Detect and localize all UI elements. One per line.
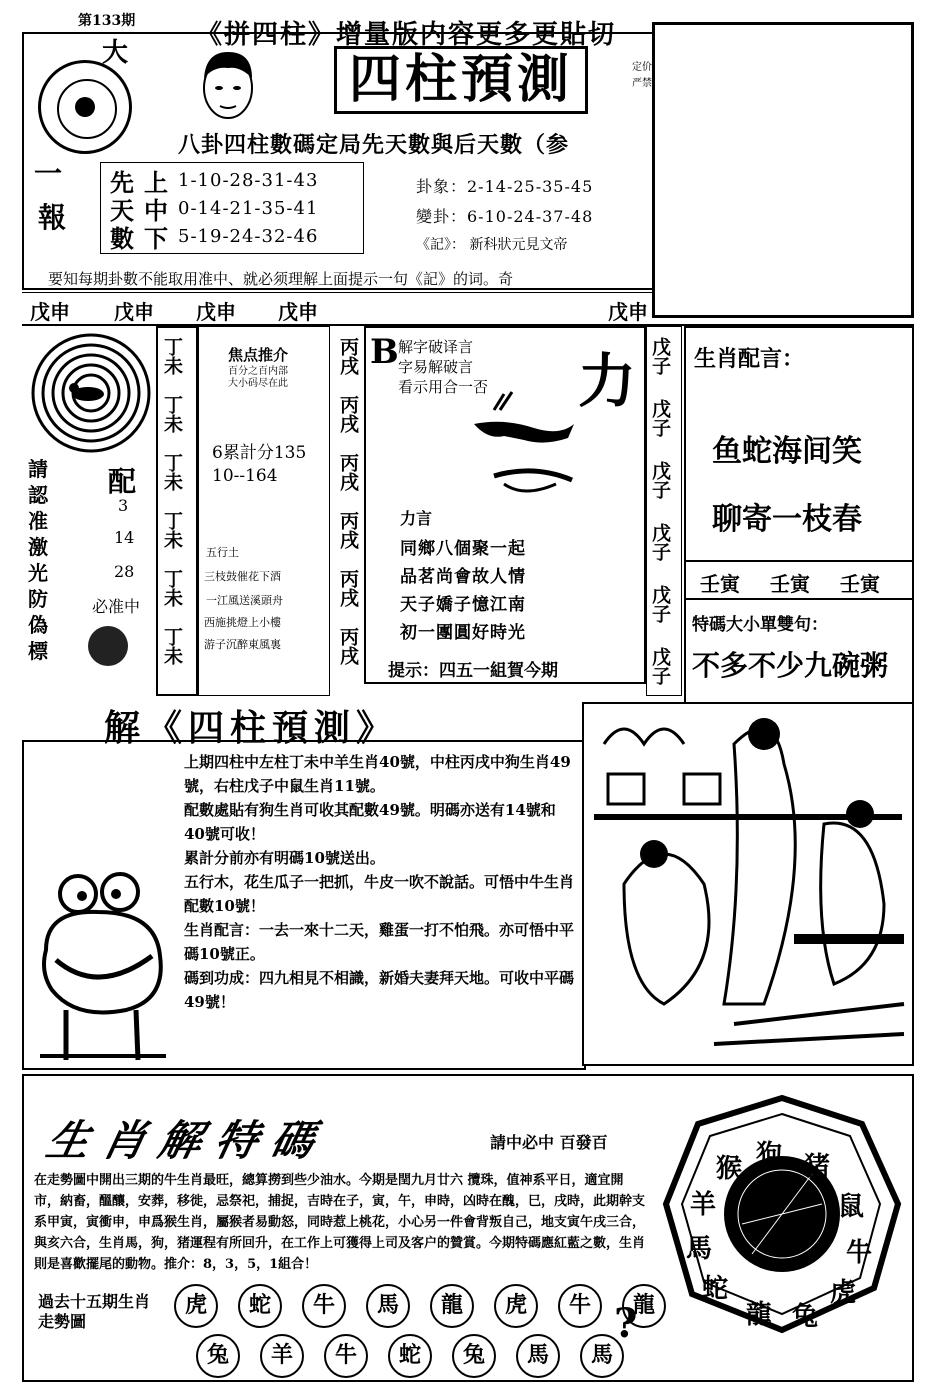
header-subtitle: 八卦四柱數碼定局先天數與后天數（参: [178, 132, 570, 158]
poem-line: 西施挑燈上小樓: [204, 616, 281, 629]
col-wuzi: [650, 334, 669, 698]
wheel-animal: 鼠: [838, 1192, 865, 1222]
page-title: 四柱預測: [334, 46, 588, 114]
explain-para: 配數處貼有狗生肖可收其配數49號。明碼亦送有14號和40號可收！: [184, 801, 556, 843]
saying-line: 天子嬌子憶江南: [400, 595, 526, 615]
wheel-animal: 猴: [716, 1154, 743, 1184]
shengxiao-divider-2: [684, 598, 914, 600]
verify-char: 標: [28, 639, 48, 663]
pillar-row-prefix: 先: [110, 167, 134, 197]
bingxu-cell: 丙戌: [337, 395, 359, 433]
riddle-b: B: [370, 332, 399, 372]
dingwei-cell: 丁未: [161, 337, 183, 375]
verify-char: 認: [28, 483, 48, 507]
wheel-animal: 狗: [756, 1140, 783, 1170]
saying-title: 力言: [400, 509, 433, 528]
dingwei-cell: 丁未: [161, 395, 183, 433]
wuxing-label: 五行土: [206, 546, 239, 559]
wuzi-cell: 戊子: [649, 337, 671, 375]
wheel-animal: 蛇: [702, 1274, 729, 1304]
hologram-sticker: [88, 626, 128, 666]
wheel-animal: 牛: [846, 1238, 873, 1268]
pei-number: 28: [114, 562, 135, 581]
notice-text: 要知每期卦數不能取用准中、就必须理解上面提示一句《記》的词。奇: [48, 270, 514, 288]
verify-char: 偽: [28, 613, 48, 637]
wushen-4: 戊申: [278, 300, 318, 324]
wheel-animal: 龍: [746, 1300, 773, 1330]
history-zodiac: 蛇: [388, 1334, 432, 1378]
bingxu-cell: 丙戌: [337, 453, 359, 491]
seal-emblem: [38, 60, 132, 154]
poem-line: 一江風送溪頭舟: [206, 594, 283, 607]
renyin-3: 壬寅: [840, 572, 880, 596]
renyin-1: 壬寅: [700, 572, 740, 596]
renyin-2: 壬寅: [770, 572, 810, 596]
side-label-top: 定价: [632, 62, 652, 73]
history-zodiac: 虎: [174, 1284, 218, 1328]
wheel-animal: 兔: [792, 1302, 819, 1332]
wheel-animal: 猪: [804, 1152, 831, 1182]
wuzi-cell: 戊子: [649, 461, 671, 499]
explain-para: 累計分前亦有明碼10號送出。: [184, 849, 385, 867]
blank-box: [652, 22, 914, 318]
side-label-bottom: 严禁: [632, 78, 652, 89]
pei-number: 14: [114, 528, 135, 547]
explain-para: 生肖配言：一去一來十二天，雞蛋一打不怕飛。亦可悟中平碼10號正。: [184, 921, 575, 963]
bian-gua: 變卦：6-10-24-37-48: [416, 207, 594, 226]
shengxiao-line2: 聊寄一枝春: [712, 502, 862, 537]
frog-cartoon: [26, 860, 182, 1068]
verify-char: 准: [28, 509, 48, 533]
verify-char: 激: [28, 535, 48, 559]
shengxiao-divider: [684, 560, 914, 562]
wushen-3: 戊申: [196, 300, 236, 324]
gua-xiang: 卦象：2-14-25-35-45: [416, 177, 594, 196]
saying-line: 初一團圓好時光: [400, 623, 526, 643]
bingxu-cell: 丙戌: [337, 569, 359, 607]
calligraphy-title: 生肖解特碼: [42, 1116, 333, 1165]
bottom-body: 在走勢圖中開出三期的牛生肖最旺，總算撈到些少油水。今期是閏九月廿六 攬珠，值神系平日，適宜開市，納畜，醞釀，安葬，移徙，忌祭祀，捕捉，吉時在子，寅，午，申時，凶時在醜，巳，戌時，此期幹支系甲寅，寅衝申，申爲猴生肖，屬猴者易動怒，同時惹上桃花，小心另一件會背叛自己，地支寅午戌三合，與亥六合，生肖馬，狗，猪運程有所回升，在工作上可獲得上司及客户的贊賞。今期特碼應紅藍之數，生肖則是喜歡擺尾的動物。推介：8，3，5，1組合！: [34, 1173, 646, 1272]
history-row-1: [174, 1284, 666, 1328]
dingwei-cell: 丁未: [161, 511, 183, 549]
bingxu-cell: 丙戌: [337, 337, 359, 375]
history-zodiac: 牛: [324, 1334, 368, 1378]
pei-number: 3: [118, 496, 129, 515]
riddle-big-char: 力: [578, 347, 637, 415]
pillar-row-position: 下: [144, 223, 168, 253]
question-mark: ?: [614, 1300, 638, 1347]
history-zodiac: 龍: [430, 1284, 474, 1328]
swirl-logo: [30, 332, 152, 454]
pillar-rows: [110, 166, 319, 253]
wuzi-cell: 戊子: [649, 523, 671, 561]
verify-char: 光: [28, 561, 48, 585]
wuzi-cell: 戊子: [649, 585, 671, 623]
focus-sub1: 百分之百内部: [228, 366, 288, 377]
pillar-row-position: 上: [144, 167, 168, 197]
history-zodiac: 兔: [452, 1334, 496, 1378]
explain-title: 解《四柱預測》: [104, 707, 399, 749]
wushen-1: 戊申: [30, 300, 70, 324]
history-zodiac: 馬: [580, 1334, 624, 1378]
wheel-animal: 羊: [690, 1190, 717, 1220]
pillar-row: [110, 222, 319, 253]
wuzi-cell: 戊子: [649, 399, 671, 437]
tagline: 請中必中 百發百: [490, 1133, 608, 1152]
corner-char-top: 大: [102, 38, 129, 68]
wheel-animal: 馬: [686, 1234, 713, 1264]
focus-sub2: 大小码尽在此: [228, 378, 288, 389]
focus-title: 焦点推介: [228, 346, 289, 364]
pillar-row-numbers: 0-14-21-35-41: [178, 197, 319, 219]
score-line-2: 10--164: [212, 466, 278, 486]
explain-text: [184, 750, 576, 1014]
explain-para: 碼到功成：四九相見不相識，新婚夫妻拜天地。可收中平碼49號！: [184, 969, 575, 1011]
history-zodiac: 馬: [516, 1334, 560, 1378]
explain-para: 五行木，花生瓜子一把抓，牛皮一吹不說話。可悟中牛生肖配數10號！: [184, 873, 575, 915]
saying-line: 同鄉八個聚一起: [400, 539, 526, 559]
verify-char: 防: [28, 587, 48, 611]
dingwei-cell: 丁未: [161, 453, 183, 491]
wheel-animal: 虎: [830, 1278, 857, 1308]
history-zodiac: 牛: [302, 1284, 346, 1328]
classical-illustration: [582, 702, 914, 1066]
special-phrase: 不多不少九碗粥: [692, 649, 889, 682]
must-hit-label: 必准中: [92, 597, 141, 616]
wushen-5: 戊申: [608, 300, 648, 324]
history-label: 過去十五期生肖走勢圖: [38, 1292, 151, 1331]
history-zodiac: 虎: [494, 1284, 538, 1328]
shengxiao-title: 生肖配言：: [694, 346, 805, 372]
riddle-line: 看示用合一否: [398, 378, 489, 396]
dingwei-cell: 丁未: [161, 627, 183, 665]
history-zodiac: 龍: [622, 1284, 666, 1328]
portrait-image: [192, 44, 264, 124]
verify-label: [28, 456, 48, 664]
score-line-1: 6累計分135: [212, 443, 307, 463]
history-zodiac: 馬: [366, 1284, 410, 1328]
history-row-2: [196, 1334, 624, 1378]
header-banner: 《拼四柱》增量版内容更多更貼切: [196, 20, 617, 50]
riddle-hint: 提示：四五一組賀今期: [388, 661, 558, 681]
history-zodiac: 兔: [196, 1334, 240, 1378]
pillar-row-numbers: 5-19-24-32-46: [178, 225, 319, 247]
shengxiao-line1: 鱼蛇海间笑: [712, 434, 862, 469]
poem-line: 游子沉醉東風裏: [204, 638, 281, 651]
pei-label: 配: [108, 465, 137, 498]
wushen-2: 戊申: [114, 300, 154, 324]
bingxu-cell: 丙戌: [337, 627, 359, 665]
pillar-row-position: 中: [144, 195, 168, 225]
poem-line: 三枝鼓催花下酒: [204, 570, 281, 583]
special-title: 特碼大小單雙句：: [692, 615, 828, 635]
corner-char-mid: 一: [34, 157, 63, 190]
pillar-row-prefix: 數: [110, 223, 134, 253]
verify-char: 請: [28, 457, 48, 481]
history-zodiac: 羊: [260, 1334, 304, 1378]
explain-para: 上期四柱中左柱丁未中羊生肖40號，中柱丙戌中狗生肖49號，右柱戊子中鼠生肖11號。: [184, 753, 571, 795]
notice-rule: [22, 292, 652, 293]
corner-char-bottom: 報: [38, 201, 67, 234]
pillar-row-prefix: 天: [110, 195, 134, 225]
history-zodiac: 蛇: [238, 1284, 282, 1328]
dingwei-cell: 丁未: [161, 569, 183, 607]
riddle-line: 字易解破言: [398, 358, 474, 376]
bingxu-cell: 丙戌: [337, 511, 359, 549]
riddle-line: 解字破译言: [398, 338, 474, 356]
ji-clue: 《記》： 新科狀元見文帝: [416, 237, 568, 253]
saying-line: 品茗尚會故人情: [400, 567, 526, 587]
col-bingxu: [338, 334, 357, 670]
pillar-row-numbers: 1-10-28-31-43: [178, 169, 319, 191]
deer-image: [464, 380, 584, 500]
issue-number: 第133期: [78, 13, 136, 29]
history-zodiac: 牛: [558, 1284, 602, 1328]
wuzi-cell: 戊子: [649, 647, 671, 685]
col-dingwei: [162, 334, 181, 682]
